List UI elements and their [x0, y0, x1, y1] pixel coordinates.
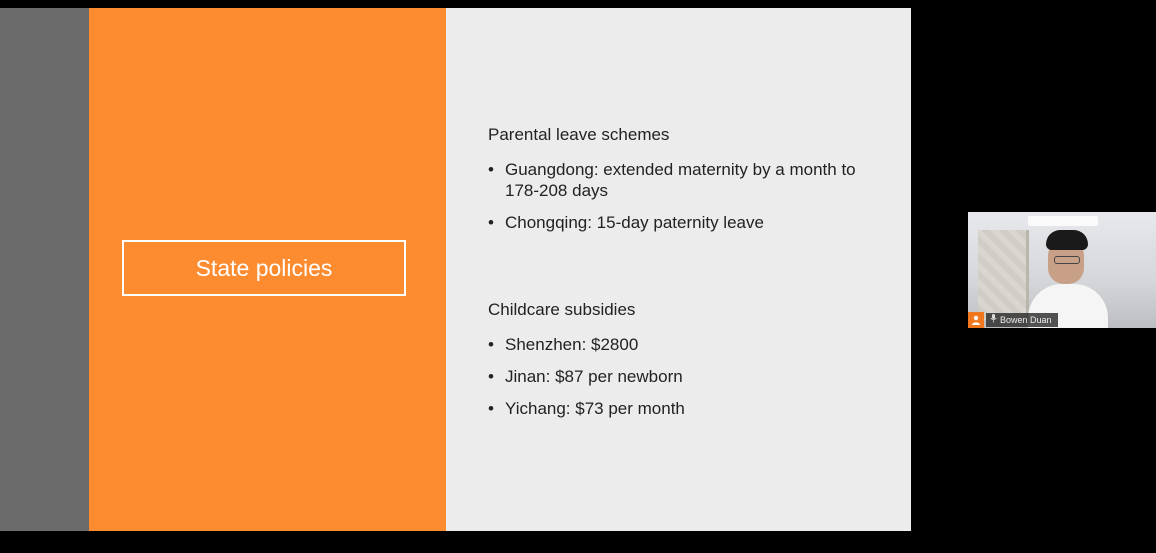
presentation-slide: [0, 8, 911, 531]
person-icon: [968, 312, 984, 328]
list-item: • Chongqing: 15-day paternity leave: [488, 212, 868, 233]
section-heading: Childcare subsidies: [488, 300, 636, 319]
video-ceiling-light: [1028, 216, 1098, 226]
video-wall-panel: [978, 230, 1029, 320]
participant-name: Bowen Duan: [1000, 315, 1052, 325]
bullet-list: [488, 334, 868, 419]
list-item: • Guangdong: extended maternity by a month to 178-208 days: [488, 159, 868, 201]
participant-hair: [1046, 230, 1088, 250]
slide-title: State policies: [122, 240, 406, 296]
participant-video-tile[interactable]: [968, 212, 1156, 328]
list-item: • Yichang: $73 per month: [488, 398, 868, 419]
participant-glasses: [1054, 256, 1080, 264]
list-item: • Shenzhen: $2800: [488, 334, 868, 355]
list-item: • Jinan: $87 per newborn: [488, 366, 868, 387]
participant-label: [986, 313, 1058, 327]
microphone-icon: [990, 313, 997, 327]
slide-gray-band: [0, 8, 89, 531]
parental-leave-section: [488, 125, 868, 244]
bullet-list: [488, 159, 868, 233]
childcare-subsidies-section: [488, 300, 868, 430]
section-heading: Parental leave schemes: [488, 125, 670, 144]
participant-name-bar: [968, 312, 1058, 328]
